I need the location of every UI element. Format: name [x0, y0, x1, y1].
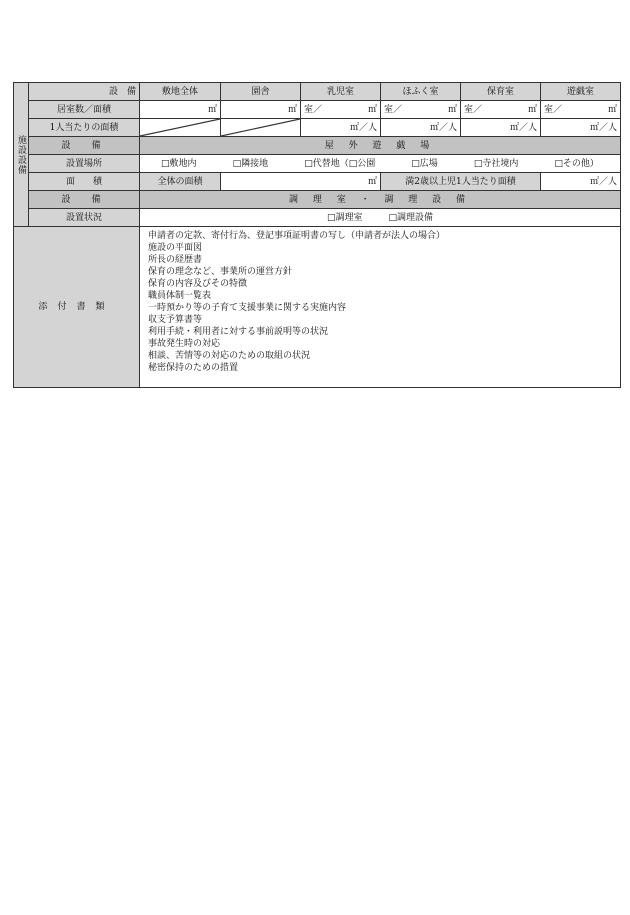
- facility-form: [13, 82, 620, 388]
- list-item: 保育の理念など、事業所の運営方針: [148, 267, 293, 277]
- option-substitute-park[interactable]: □代替地（□公園: [304, 158, 376, 169]
- option-temple-grounds[interactable]: □寺社境内: [473, 158, 519, 169]
- total-area-field[interactable]: ㎡: [221, 173, 381, 191]
- kitchen-options: [140, 209, 621, 227]
- play-per-person-field[interactable]: ㎡／人: [541, 119, 621, 137]
- equipment-label: 設 備: [29, 83, 140, 101]
- area-label: 面 積: [29, 173, 140, 191]
- crawling-per-person-field[interactable]: ㎡／人: [381, 119, 461, 137]
- kitchen-status-label: 設置状況: [29, 209, 140, 227]
- nursery-per-person-field[interactable]: ㎡／人: [461, 119, 541, 137]
- kitchen-title: 調 理 室 ・ 調 理 設 備: [140, 191, 621, 209]
- col-play-room: 遊戯室: [541, 83, 621, 101]
- col-nursery-room: 保育室: [461, 83, 541, 101]
- attachments-table: [13, 226, 621, 388]
- per-child-area-label: 満2歳以上児1人当たり面積: [381, 173, 541, 191]
- option-plaza[interactable]: □広場: [411, 158, 438, 169]
- list-item: 相談、苦情等の対応のための取組の状況: [148, 351, 311, 361]
- location-label: 設置場所: [29, 155, 140, 173]
- infant-room-field[interactable]: 室／ ㎡: [301, 101, 381, 119]
- building-area-field[interactable]: ㎡: [221, 101, 301, 119]
- list-item: 収支予算書等: [148, 315, 203, 325]
- per-person-label: 1人当たりの面積: [29, 119, 140, 137]
- infant-per-person-field[interactable]: ㎡／人: [301, 119, 381, 137]
- per-child-area-field[interactable]: ㎡／人: [541, 173, 621, 191]
- section-label: 施設設備: [14, 83, 29, 227]
- kitchen-equipment-label: 設 備: [29, 191, 140, 209]
- option-other[interactable]: □その他）: [554, 158, 599, 169]
- crawling-room-field[interactable]: 室／ ㎡: [381, 101, 461, 119]
- list-item: 職員体制一覧表: [148, 291, 212, 301]
- list-item: 一時預かり等の子育て支援事業に関する実施内容: [148, 303, 347, 313]
- option-on-site[interactable]: □敷地内: [161, 158, 197, 169]
- outdoor-playground-title: 屋 外 遊 戯 場: [140, 137, 621, 155]
- building-per-person-na: [221, 119, 301, 137]
- play-room-field[interactable]: 室／ ㎡: [541, 101, 621, 119]
- option-adjacent[interactable]: □隣接地: [232, 158, 269, 169]
- facility-table: [13, 82, 621, 227]
- outdoor-equipment-label: 設 備: [29, 137, 140, 155]
- col-infant-room: 乳児室: [301, 83, 381, 101]
- list-item: 所長の経歴書: [148, 255, 203, 265]
- list-item: 利用手続・利用者に対する事前説明等の状況: [148, 327, 329, 337]
- list-item: 保育の内容及びその特徴: [148, 279, 248, 289]
- list-item: 申請者の定款、寄付行為、登記事項証明書の写し（申請者が法人の場合）: [148, 231, 446, 241]
- col-crawling-room: ほふく室: [381, 83, 461, 101]
- rooms-area-label: 居室数／面積: [29, 101, 140, 119]
- option-kitchen-equipment[interactable]: □調理設備: [388, 212, 434, 223]
- col-building: 園舎: [221, 83, 301, 101]
- nursery-room-field[interactable]: 室／ ㎡: [461, 101, 541, 119]
- site-per-person-na: [140, 119, 221, 137]
- attachments-list: [140, 227, 621, 388]
- list-item: 秘密保持のための措置: [148, 363, 239, 373]
- attachments-label: 添付書類: [14, 227, 140, 388]
- location-options: [140, 155, 621, 173]
- list-item: 施設の平面図: [148, 243, 203, 253]
- option-kitchen-room[interactable]: □調理室: [326, 212, 363, 223]
- list-item: 事故発生時の対応: [148, 339, 221, 349]
- col-site: 敷地全体: [140, 83, 221, 101]
- total-area-label: 全体の面積: [140, 173, 221, 191]
- site-area-field[interactable]: ㎡: [140, 101, 221, 119]
